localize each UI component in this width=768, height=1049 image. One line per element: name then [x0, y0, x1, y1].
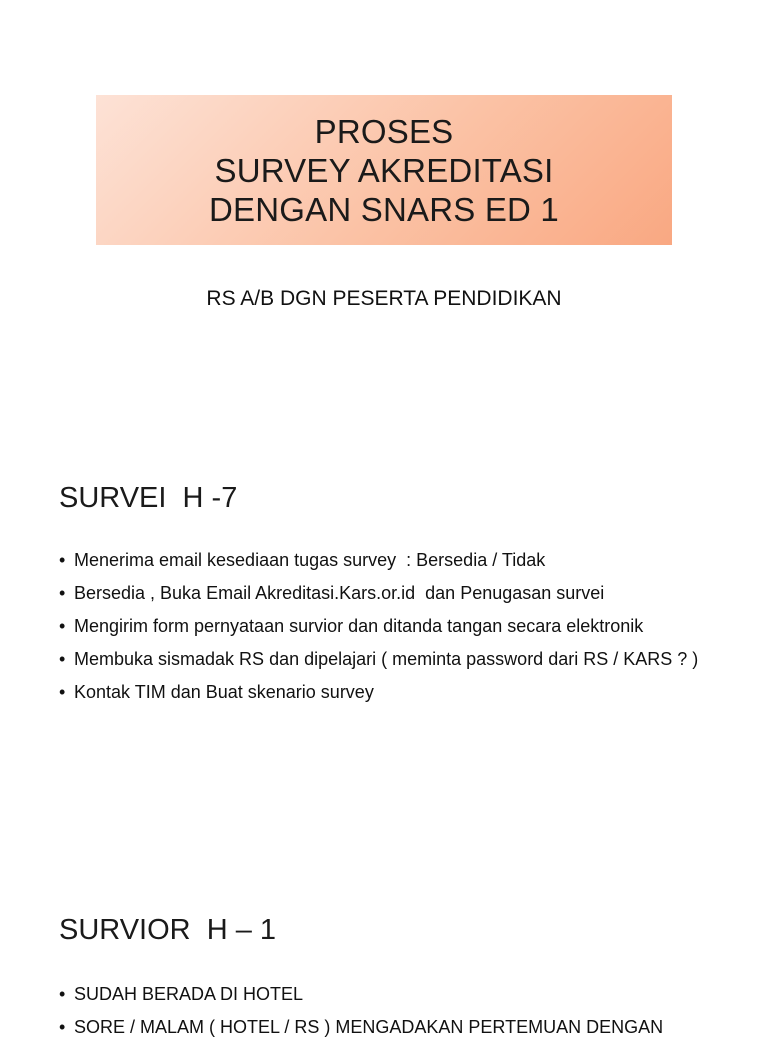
- bullet-item: [59, 549, 709, 572]
- title-line-1: PROSES: [314, 112, 454, 150]
- bullet-item: [59, 983, 709, 1006]
- bullet-text: Kontak TIM dan Buat skenario survey: [74, 682, 374, 702]
- bullet-dot-icon: •: [59, 583, 66, 603]
- bullet-list-survior-h1: [59, 983, 709, 1049]
- bullet-text: Menerima email kesediaan tugas survey : Bersedia / Tidak: [74, 550, 546, 570]
- bullet-text: Membuka sismadak RS dan dipelajari ( meminta password dari RS / KARS ? ): [74, 649, 699, 669]
- bullet-item: [59, 1016, 709, 1039]
- bullet-text: Mengirim form pernyataan survior dan ditanda tangan secara elektronik: [74, 616, 644, 636]
- bullet-dot-icon: •: [59, 682, 66, 702]
- bullet-item: [59, 582, 709, 605]
- bullet-dot-icon: •: [59, 616, 66, 636]
- title-line-2: SURVEY AKREDITASI: [214, 151, 554, 189]
- bullet-dot-icon: •: [59, 550, 66, 570]
- bullet-dot-icon: •: [59, 984, 66, 1004]
- title-line-3: DENGAN SNARS ED 1: [209, 190, 559, 228]
- section-heading-survior-h1: SURVIOR H – 1: [59, 914, 277, 946]
- bullet-item: [59, 648, 709, 671]
- bullet-text: SORE / MALAM ( HOTEL / RS ) MENGADAKAN PERTEMUAN DENGAN: [74, 1017, 664, 1037]
- bullet-item: [59, 681, 709, 704]
- title-box: [96, 95, 672, 245]
- bullet-text: Bersedia , Buka Email Akreditasi.Kars.or.id dan Penugasan survei: [74, 583, 605, 603]
- bullet-list-survei-h7: [59, 549, 709, 714]
- bullet-item: [59, 615, 709, 638]
- bullet-text: SUDAH BERADA DI HOTEL: [74, 984, 304, 1004]
- bullet-dot-icon: •: [59, 1017, 66, 1037]
- subtitle: RS A/B DGN PESERTA PENDIDIKAN: [206, 287, 562, 310]
- bullet-dot-icon: •: [59, 649, 66, 669]
- section-heading-survei-h7: SURVEI H -7: [59, 482, 238, 514]
